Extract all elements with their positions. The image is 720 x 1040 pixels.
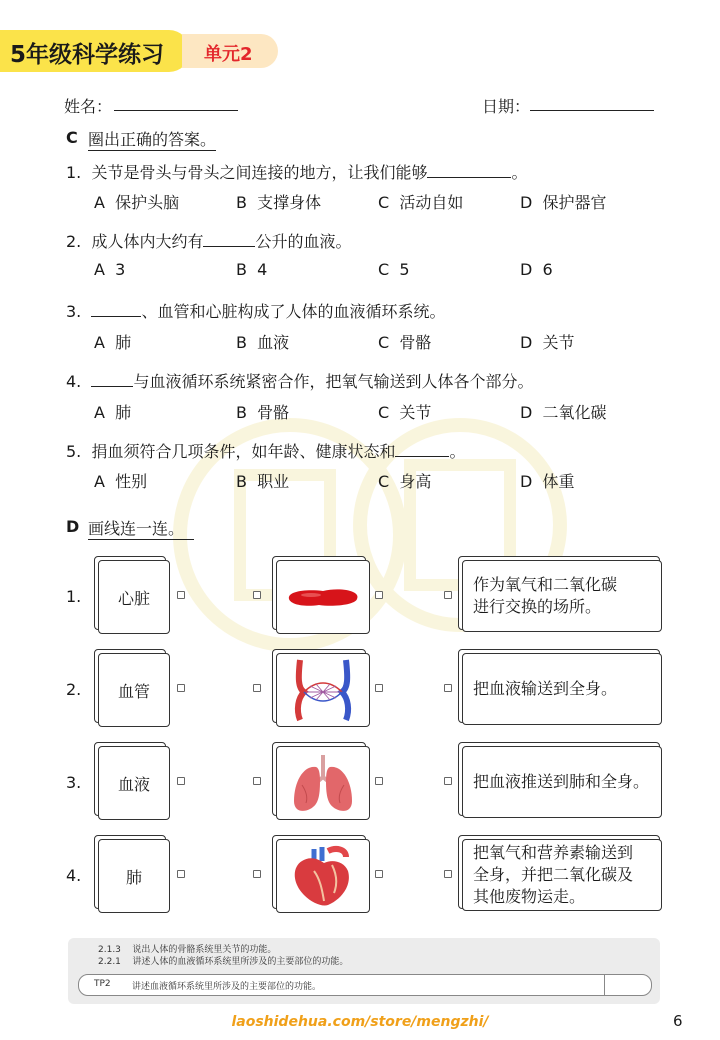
page-number: 6 [673, 1012, 683, 1030]
tp-divider [604, 974, 605, 996]
unit-label: 单元2 [204, 44, 253, 65]
term-card [94, 649, 166, 723]
date-field[interactable] [530, 110, 654, 111]
description-text: 把血液输送到全身。 [462, 653, 662, 725]
answer-blank[interactable] [91, 372, 133, 387]
question-1 [66, 160, 527, 183]
standard-text: 讲述人体的血液循环系统里所涉及的主要部位的功能。 [132, 957, 349, 967]
term-card-label: 血液 [98, 746, 170, 820]
question-number: 5. [66, 442, 82, 461]
description-card [458, 835, 664, 911]
option-c[interactable]: C 活动自如 [378, 193, 464, 212]
match-dot[interactable] [444, 777, 452, 785]
image-card [272, 742, 368, 816]
question-5 [66, 439, 465, 462]
match-dot[interactable] [253, 684, 261, 692]
question-number: 4. [66, 372, 82, 391]
question-number: 3. [66, 302, 82, 321]
question-number: 2. [66, 232, 82, 251]
match-dot[interactable] [375, 870, 383, 878]
match-row-number: 3. [66, 773, 82, 792]
description-text: 作为氧气和二氧化碳 进行交换的场所。 [462, 560, 662, 632]
section-d-letter: D [66, 517, 80, 536]
grade-title: 5年级科学练习 [10, 42, 165, 68]
option-c[interactable]: C 关节 [378, 403, 432, 422]
image-card [272, 556, 368, 630]
answer-blank[interactable] [203, 232, 255, 247]
description-text: 把氧气和营养素输送到 全身，并把二氧化碳及 其他废物运走。 [462, 839, 662, 911]
grade-title-banner [0, 30, 190, 72]
match-row-number: 4. [66, 866, 82, 885]
question-4 [66, 369, 533, 392]
unit-banner [182, 34, 278, 68]
term-card [94, 742, 166, 816]
tp-code: TP2 [94, 979, 111, 989]
option-d[interactable]: D 6 [520, 260, 553, 279]
term-card [94, 556, 166, 630]
option-d[interactable]: D 体重 [520, 472, 575, 491]
date-label: 日期： [482, 97, 531, 116]
section-c-letter: C [66, 128, 78, 147]
description-text: 把血液推送到肺和全身。 [462, 746, 662, 818]
answer-blank[interactable] [427, 163, 511, 178]
option-b[interactable]: B 职业 [236, 472, 290, 491]
option-b[interactable]: B 血液 [236, 333, 290, 352]
match-dot[interactable] [253, 870, 261, 878]
answer-blank[interactable] [91, 302, 141, 317]
section-d-instruction: 画线连一连。 [88, 516, 194, 540]
name-label: 姓名： [64, 97, 113, 116]
question-text: 成人体内大约有 [91, 232, 204, 251]
option-c[interactable]: C 身高 [378, 472, 432, 491]
option-a[interactable]: A 性别 [94, 472, 148, 491]
question-2 [66, 229, 351, 252]
question-text-end: 。 [449, 442, 466, 461]
question-3 [66, 299, 445, 322]
term-card-label: 心脏 [98, 560, 170, 634]
section-c-instruction: 圈出正确的答案。 [88, 127, 216, 151]
description-card [458, 649, 664, 725]
description-card [458, 556, 664, 632]
standard-code: 2.2.1 [98, 957, 121, 967]
match-dot[interactable] [253, 591, 261, 599]
match-row-number: 2. [66, 680, 82, 699]
match-dot[interactable] [444, 684, 452, 692]
option-a[interactable]: A 保护头脑 [94, 193, 180, 212]
question-text: 、血管和心脏构成了人体的血液循环系统。 [141, 302, 446, 321]
standard-item [98, 954, 348, 967]
term-card-label: 肺 [98, 839, 170, 913]
match-dot[interactable] [177, 591, 185, 599]
question-text-end: 公升的血液。 [255, 232, 352, 251]
option-d[interactable]: D 保护器官 [520, 193, 607, 212]
option-d[interactable]: D 二氧化碳 [520, 403, 607, 422]
match-dot[interactable] [177, 684, 185, 692]
option-b[interactable]: B 骨骼 [236, 403, 290, 422]
option-a[interactable]: A 肺 [94, 403, 132, 422]
question-text: 捐血须符合几项条件，如年龄、健康状态和 [91, 442, 396, 461]
heart-image [288, 843, 358, 909]
blood-puddle-image [283, 577, 363, 617]
term-card-label: 血管 [98, 653, 170, 727]
term-card [94, 835, 166, 909]
standard-code: 2.1.3 [98, 945, 121, 955]
footer-url[interactable]: laoshidehua.com/store/mengzhi/ [231, 1014, 489, 1030]
blood-vessels-image [286, 658, 360, 722]
match-dot[interactable] [444, 870, 452, 878]
image-card [272, 835, 368, 909]
match-dot[interactable] [375, 777, 383, 785]
lungs-image [288, 751, 358, 815]
option-c[interactable]: C 5 [378, 260, 410, 279]
match-dot[interactable] [253, 777, 261, 785]
description-card [458, 742, 664, 818]
question-number: 1. [66, 163, 82, 182]
option-a[interactable]: A 3 [94, 260, 126, 279]
standard-text: 说出人体的骨骼系统里关节的功能。 [132, 945, 277, 955]
match-dot[interactable] [375, 591, 383, 599]
match-row-number: 1. [66, 587, 82, 606]
question-text: 关节是骨头与骨头之间连接的地方，让我们能够 [91, 163, 428, 182]
tp-text: 讲述血液循环系统里所涉及的主要部位的功能。 [132, 982, 322, 992]
match-dot[interactable] [444, 591, 452, 599]
image-card [272, 649, 368, 723]
answer-blank[interactable] [395, 442, 449, 457]
option-a[interactable]: A 肺 [94, 333, 132, 352]
match-dot[interactable] [177, 777, 185, 785]
option-b[interactable]: B 4 [236, 260, 268, 279]
name-field[interactable] [114, 110, 238, 111]
option-c[interactable]: C 骨骼 [378, 333, 432, 352]
option-b[interactable]: B 支撑身体 [236, 193, 322, 212]
option-d[interactable]: D 关节 [520, 333, 575, 352]
question-text-end: 。 [511, 163, 528, 182]
match-dot[interactable] [177, 870, 185, 878]
match-dot[interactable] [375, 684, 383, 692]
question-text: 与血液循环系统紧密合作，把氧气输送到人体各个部分。 [133, 372, 534, 391]
